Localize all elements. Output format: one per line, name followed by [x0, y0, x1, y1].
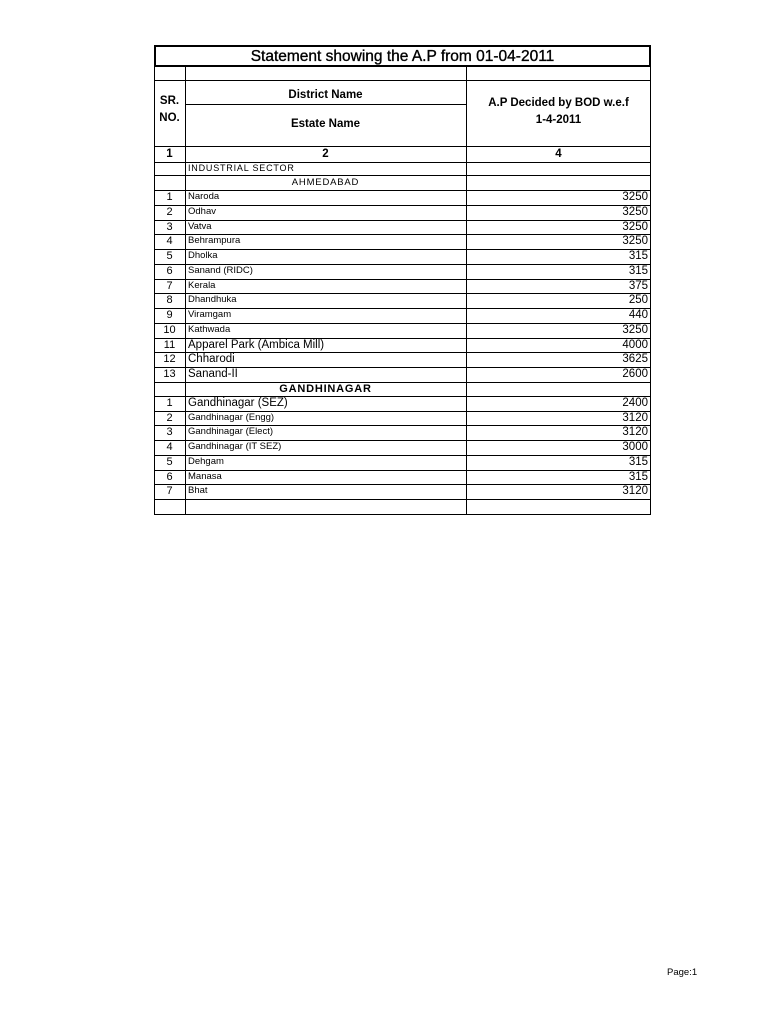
row-sr-no: 1: [166, 396, 173, 409]
statement-title: Statement showing the A.P from 01-04-2011: [154, 45, 651, 67]
estate-name-header: Estate Name: [290, 118, 361, 130]
sr-no-header: SR. NO.: [159, 95, 180, 124]
row-ap-value: 3120: [622, 485, 648, 498]
table-rule: [154, 499, 651, 500]
district-name-header: District Name: [288, 89, 363, 101]
column-number-3: 4: [555, 148, 562, 160]
row-ap-value: 315: [628, 250, 648, 262]
row-estate-name: Kerala: [188, 279, 216, 291]
row-ap-value: 2600: [622, 368, 648, 380]
row-sr-no: 9: [166, 309, 173, 321]
table-rule: [154, 514, 651, 515]
row-sr-no: 3: [166, 426, 173, 439]
row-estate-name: Vatva: [188, 220, 212, 232]
row-estate-name: Behrampura: [188, 235, 241, 247]
row-sr-no: 2: [166, 205, 173, 218]
row-ap-value: 440: [628, 309, 648, 321]
row-sr-no: 10: [163, 323, 176, 336]
row-estate-name: Dholka: [188, 250, 218, 261]
row-estate-name: Odhav: [188, 205, 216, 217]
row-sr-no: 11: [163, 338, 176, 351]
row-ap-value: 3250: [622, 323, 648, 336]
row-estate-name: Gandhinagar (Engg): [188, 411, 275, 423]
column-number-2: 2: [322, 148, 329, 160]
row-ap-value: 2400: [622, 396, 648, 409]
row-ap-value: 3250: [622, 235, 648, 248]
row-sr-no: 5: [166, 250, 173, 262]
row-sr-no: 7: [166, 279, 173, 292]
ap-decided-header: A.P Decided by BOD w.e.f 1-4-2011: [488, 97, 629, 126]
row-ap-value: 250: [628, 294, 648, 307]
row-estate-name: Dehgam: [188, 455, 224, 467]
page-number: Page:1: [667, 967, 698, 978]
row-ap-value: 3120: [622, 426, 648, 439]
row-sr-no: 3: [166, 220, 173, 233]
row-estate-name: Dhandhuka: [188, 294, 237, 306]
row-ap-value: 3000: [622, 441, 648, 453]
row-sr-no: 5: [166, 455, 173, 468]
row-estate-name: Gandhinagar (Elect): [188, 426, 274, 438]
row-estate-name: Sanand (RIDC): [188, 264, 253, 276]
row-estate-name: Viramgam: [188, 309, 232, 320]
row-sr-no: 2: [166, 411, 173, 424]
table-rule: [466, 67, 467, 515]
row-sr-no: 13: [163, 368, 176, 380]
table-rule: [650, 45, 651, 515]
row-estate-name: Bhat: [188, 485, 208, 497]
row-sr-no: 8: [166, 294, 173, 307]
row-ap-value: 4000: [622, 338, 648, 351]
row-sr-no: 7: [166, 485, 173, 498]
row-estate-name: Gandhinagar (IT SEZ): [188, 441, 282, 452]
row-sr-no: 12: [163, 353, 176, 366]
row-estate-name: Sanand-II: [188, 368, 238, 380]
row-ap-value: 315: [628, 264, 648, 277]
row-ap-value: 3625: [622, 353, 648, 366]
table-rule: [154, 45, 155, 515]
row-ap-value: 3120: [622, 411, 648, 424]
row-ap-value: 315: [628, 470, 648, 483]
row-estate-name: Manasa: [188, 470, 222, 482]
column-number-1: 1: [166, 148, 173, 160]
row-sr-no: 6: [166, 264, 173, 277]
table-rule: [185, 67, 186, 515]
row-sr-no: 1: [166, 191, 173, 203]
row-ap-value: 315: [628, 455, 648, 468]
row-sr-no: 4: [166, 441, 173, 453]
row-ap-value: 3250: [622, 205, 648, 218]
row-sr-no: 6: [166, 470, 173, 483]
row-ap-value: 375: [628, 279, 648, 292]
sector-label: INDUSTRIAL SECTOR: [188, 163, 295, 173]
row-estate-name: Kathwada: [188, 323, 231, 335]
row-sr-no: 4: [166, 235, 173, 248]
table-rule: [154, 80, 651, 81]
row-estate-name: Gandhinagar (SEZ): [188, 396, 288, 409]
table-rule: [185, 104, 466, 105]
row-ap-value: 3250: [622, 220, 648, 233]
district-heading: GANDHINAGAR: [279, 382, 372, 395]
district-heading: AHMEDABAD: [291, 177, 360, 188]
row-ap-value: 3250: [622, 191, 648, 203]
row-estate-name: Chharodi: [188, 353, 235, 366]
row-estate-name: Apparel Park (Ambica Mill): [188, 338, 325, 351]
row-estate-name: Naroda: [188, 191, 220, 202]
